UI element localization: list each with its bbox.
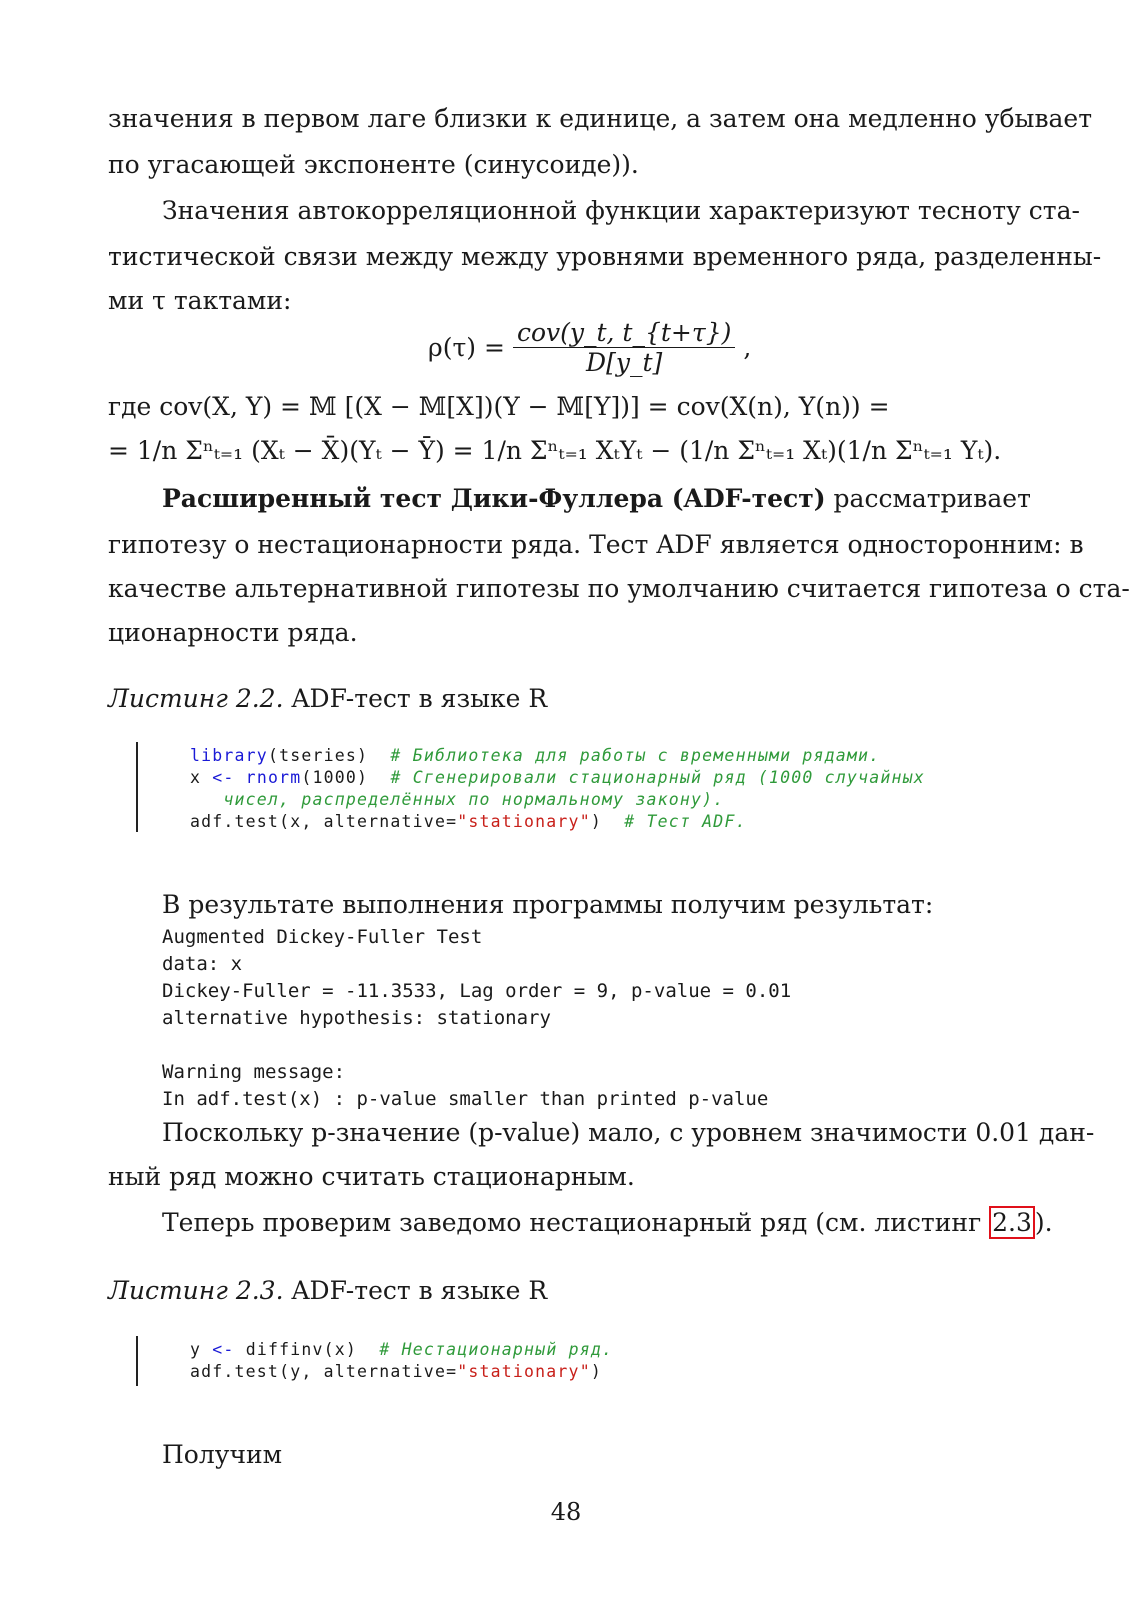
output-line-2: data: x xyxy=(162,953,243,975)
check-text: Теперь проверим заведомо нестационарный ряд (см. листинг xyxy=(162,1208,990,1237)
code-text: ) xyxy=(590,812,625,831)
final-word: Получим xyxy=(162,1440,283,1469)
output-line-1: Augmented Dickey-Fuller Test xyxy=(162,926,483,948)
cov-expansion: = 1/n Σⁿₜ₌₁ (Xₜ − X̄)(Yₜ − Ȳ) = 1/n Σⁿₜ₌₁ XₜYₜ − (1/n Σⁿₜ₌₁ Xₜ)(1/n Σⁿₜ₌₁ Yₜ). xyxy=(108,436,1002,465)
rho-formula xyxy=(428,318,751,377)
listing-2-3-caption xyxy=(108,1276,547,1305)
adf-paragraph-line-1 xyxy=(162,484,1031,513)
listing-2-2-line-4 xyxy=(190,812,747,831)
code-text: adf.test(y, alternative= xyxy=(190,1362,458,1381)
adf-rest: рассматривает xyxy=(825,484,1031,513)
code-keyword: library xyxy=(190,746,268,765)
paragraph-2-line-2: тистической связи между между уровнями временного ряда, разделенны- xyxy=(108,242,1102,271)
listing-2-2-line-2 xyxy=(190,768,925,787)
adf-paragraph-line-4: ционарности ряда. xyxy=(108,618,358,647)
result-intro: В результате выполнения программы получим результат: xyxy=(162,890,934,919)
listing-2-2-caption xyxy=(108,684,547,713)
output-line-4: alternative hypothesis: stationary xyxy=(162,1007,551,1029)
listing-2-3-title: ADF-тест в языке R xyxy=(283,1276,548,1305)
listing-2-3-rule xyxy=(136,1336,138,1386)
listing-2-2-rule xyxy=(136,742,138,832)
code-keyword: <- rnorm xyxy=(212,768,302,787)
listing-2-3-line-2 xyxy=(190,1362,602,1381)
code-text: diffinv(x) xyxy=(234,1340,380,1359)
paragraph-1-line-1: значения в первом лаге близки к единице, а затем она медленно убывает xyxy=(108,104,1093,133)
output-line-3: Dickey-Fuller = -11.3533, Lag order = 9, p-value = 0.01 xyxy=(162,980,792,1002)
listing-2-3-line-1 xyxy=(190,1340,613,1359)
output-line-6: Warning message: xyxy=(162,1061,346,1083)
code-comment: # Тест ADF. xyxy=(624,812,747,831)
code-keyword: <- xyxy=(212,1340,235,1359)
check-suffix: ). xyxy=(1034,1208,1053,1237)
listing-2-2-title: ADF-тест в языке R xyxy=(283,684,548,713)
listing-2-2-line-3 xyxy=(190,790,724,809)
code-text: (tseries) xyxy=(267,746,391,765)
code-comment: # Нестационарный ряд. xyxy=(379,1340,614,1359)
rho-comma: , xyxy=(743,333,752,362)
code-string: "stationary" xyxy=(457,812,591,831)
code-text: (1000) xyxy=(301,768,391,787)
code-text: ) xyxy=(590,1362,602,1381)
code-text: y xyxy=(190,1340,213,1359)
check-paragraph xyxy=(162,1208,1053,1237)
listing-2-2-label: Листинг 2.2. xyxy=(108,684,284,713)
code-string: "stationary" xyxy=(457,1362,591,1381)
conclusion-line-2: ный ряд можно считать стационарным. xyxy=(108,1162,635,1191)
listing-2-2-line-1 xyxy=(190,746,880,765)
paragraph-1-line-2: по угасающей экспоненте (синусоиде)). xyxy=(108,150,639,179)
code-comment: # Сгенерировали стационарный ряд (1000 случайных xyxy=(390,768,925,787)
rho-fraction xyxy=(513,318,735,377)
rho-lhs: ρ(τ) = xyxy=(428,333,505,362)
adf-paragraph-line-3: качестве альтернативной гипотезы по умолчанию считается гипотеза о ста- xyxy=(108,574,1130,603)
code-text: adf.test(x, alternative= xyxy=(190,812,458,831)
rho-numerator: cov(y_t, t_{t+τ}) xyxy=(513,318,735,348)
cov-definition: где cov(X, Y) = 𝕄 [(X − 𝕄[X])(Y − 𝕄[Y])] = cov(X(n), Y(n)) = xyxy=(108,392,890,421)
listing-2-3-label: Листинг 2.3. xyxy=(108,1276,284,1305)
code-comment: чисел, распределённых по нормальному закону). xyxy=(190,790,725,809)
conclusion-line-1: Поскольку p-значение (p-value) мало, с уровнем значимости 0.01 дан- xyxy=(162,1118,1095,1147)
adf-paragraph-line-2: гипотезу о нестационарности ряда. Тест ADF является односторонним: в xyxy=(108,530,1084,559)
code-text: x xyxy=(190,768,213,787)
page-number: 48 xyxy=(550,1498,582,1526)
output-line-7: In adf.test(x) : p-value smaller than printed p-value xyxy=(162,1088,769,1110)
paragraph-2-line-3: ми τ тактами: xyxy=(108,286,292,315)
code-comment: # Библиотека для работы с временными рядами. xyxy=(390,746,881,765)
listing-2-3-link[interactable]: 2.3 xyxy=(989,1206,1035,1239)
rho-denominator: D[y_t] xyxy=(586,348,663,377)
paragraph-2-line-1: Значения автокорреляционной функции характеризуют тесноту ста- xyxy=(162,196,1080,225)
adf-term: Расширенный тест Дики-Фуллера (ADF-тест) xyxy=(162,484,826,513)
